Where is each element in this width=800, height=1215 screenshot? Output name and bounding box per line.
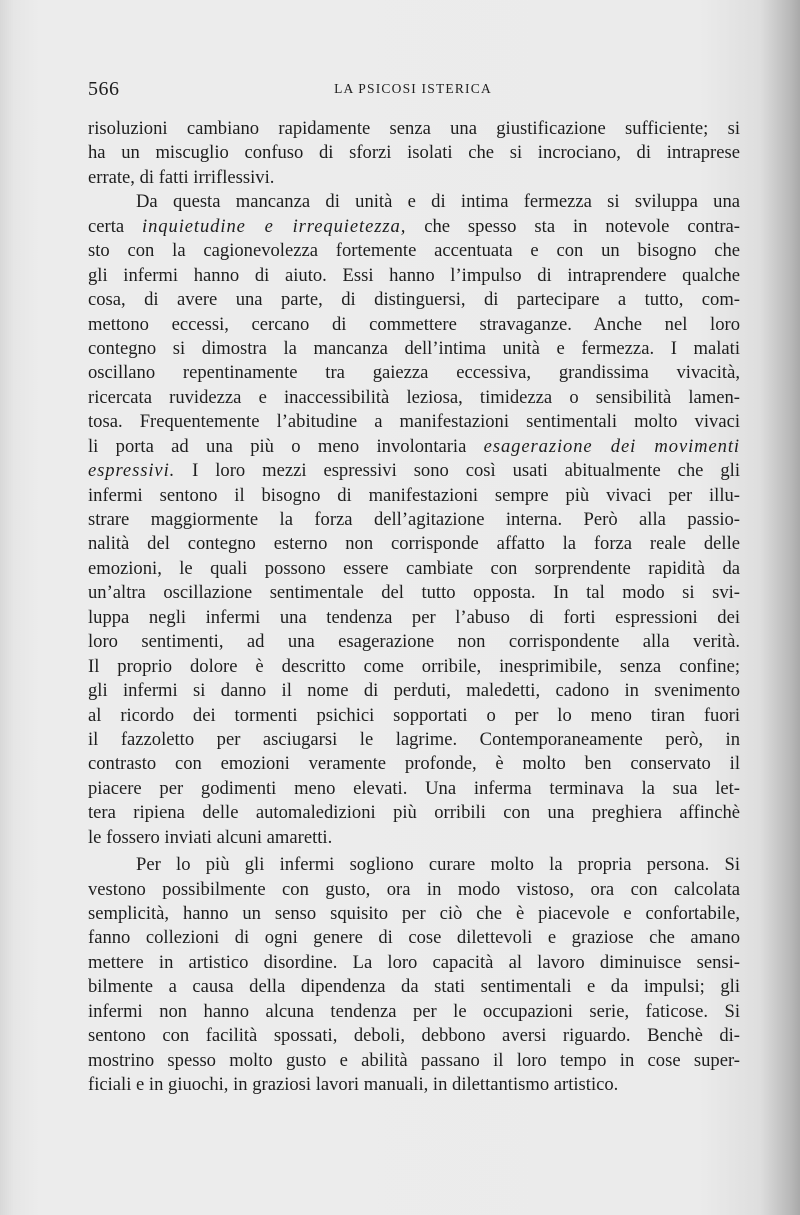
text-line: risoluzioni cambiano rapidamente senza una giustificazione sufficiente; si	[88, 118, 740, 139]
text-line: ficiali e in giuochi, in graziosi lavori manuali, in dilettantismo artistico.	[88, 1074, 619, 1096]
emphasis-text: espressivi.	[88, 460, 176, 482]
text-line: errate, di fatti irriflessivi.	[88, 166, 275, 188]
running-head	[88, 78, 738, 104]
text-line: ricercata ruvidezza e inaccessibilità leziosa, timidezza o sensibilità lamen-	[88, 386, 740, 408]
text-line: semplicità, hanno un senso squisito per ciò che è piacevole e confortabile,	[88, 903, 740, 924]
page-number: 566	[88, 78, 120, 100]
text-run: che spesso sta in notevole contra-	[406, 215, 740, 237]
emphasis-text: inquietudine e irrequietezza,	[142, 215, 407, 237]
text-line: al ricordo dei tormenti psichici sopportati o per lo meno tiran fuori	[88, 704, 740, 726]
text-line: fanno collezioni di ogni genere di cose dilettevoli e graziose che amano	[88, 927, 740, 949]
text-line: tera ripiena delle automaledizioni più orribili con una preghiera affinchè	[88, 802, 740, 824]
running-title: LA PSICOSI ISTERICA	[334, 81, 492, 96]
text-line	[88, 435, 740, 459]
emphasis-text: esagerazione dei movimenti	[483, 435, 740, 457]
text-line: mostrino spesso molto gusto e abilità passano il loro tempo in cose super-	[88, 1049, 740, 1071]
text-line	[88, 215, 740, 239]
text-line: tosa. Frequentemente l’abitudine a manifestazioni sentimentali molto vivaci	[88, 411, 740, 433]
text-line: emozioni, le quali possono essere cambiate con sorprendente rapidità da	[88, 557, 740, 579]
text-line: piacere per godimenti meno elevati. Una inferma terminava la sua let-	[88, 777, 740, 799]
text-line: vestono possibilmente con gusto, ora in modo vistoso, ora con calcolata	[88, 878, 740, 900]
text-run: certa	[88, 215, 143, 237]
text-line: sentono con facilità spossati, deboli, debbono aversi riguardo. Benchè di-	[88, 1025, 740, 1047]
text-line: gli infermi si danno il nome di perduti, maledetti, cadono in svenimento	[88, 680, 740, 702]
text-line: gli infermi hanno di aiuto. Essi hanno l’impulso di intraprendere qualche	[88, 264, 740, 286]
text-line: nalità del contegno esterno non corrisponde affatto la forza reale delle	[88, 533, 740, 555]
text-line: loro sentimenti, ad una esagerazione non corrispondente alla verità.	[88, 631, 740, 653]
paragraph	[88, 190, 740, 850]
text-line: mettono eccessi, cercano di commettere stravaganze. Anche nel loro	[88, 313, 740, 335]
text-run: I loro mezzi espressivi sono così usati abitualmente che gli	[175, 460, 740, 482]
text-line: oscillano repentinamente tra gaiezza eccessiva, grandissima vivacità,	[88, 362, 740, 384]
text-line: luppa negli infermi una tendenza per l’abuso di forti espressioni dei	[88, 606, 740, 628]
paragraph	[88, 117, 740, 190]
text-line: ha un miscuglio confuso di sforzi isolati che si incrociano, di intraprese	[88, 142, 740, 164]
text-line: Per lo più gli infermi sogliono curare molto la propria persona. Si	[136, 854, 740, 876]
text-line: infermi sentono il bisogno di manifestazioni sempre più vivaci per illu-	[88, 484, 740, 506]
text-line: Il proprio dolore è descritto come orribile, inesprimibile, senza confine;	[88, 655, 740, 677]
text-run: li porta ad una più o meno involontaria	[88, 435, 484, 457]
text-line: mettere in artistico disordine. La loro capacità al lavoro diminuisce sensi-	[88, 951, 740, 973]
text-line: le fossero inviati alcuni amaretti.	[88, 826, 333, 848]
text-line: contegno si dimostra la mancanza dell’intima unità e fermezza. I malati	[88, 337, 740, 359]
text-line: cosa, di avere una parte, di distinguersi, di partecipare a tutto, com-	[88, 289, 740, 311]
text-line: sto con la cagionevolezza fortemente accentuata e con un bisogno che	[88, 240, 740, 262]
body-text	[88, 117, 740, 1098]
text-line: bilmente a causa della dipendenza da stati sentimentali e da impulsi; gli	[88, 976, 740, 998]
text-line: infermi non hanno alcuna tendenza per le occupazioni serie, faticose. Si	[88, 1000, 740, 1022]
text-line: Da questa mancanza di unità e di intima fermezza si sviluppa una	[136, 191, 740, 213]
paragraph	[88, 853, 740, 1097]
text-line	[88, 459, 740, 483]
text-line: il fazzoletto per asciugarsi le lagrime. Contemporaneamente però, in	[88, 728, 740, 750]
text-line: strare maggiormente la forza dell’agitazione interna. Però alla passio-	[88, 509, 740, 530]
text-line: contrasto con emozioni veramente profonde, è molto ben conservato il	[88, 753, 740, 775]
text-line: un’altra oscillazione sentimentale del tutto opposta. In tal modo si svi-	[88, 582, 740, 604]
